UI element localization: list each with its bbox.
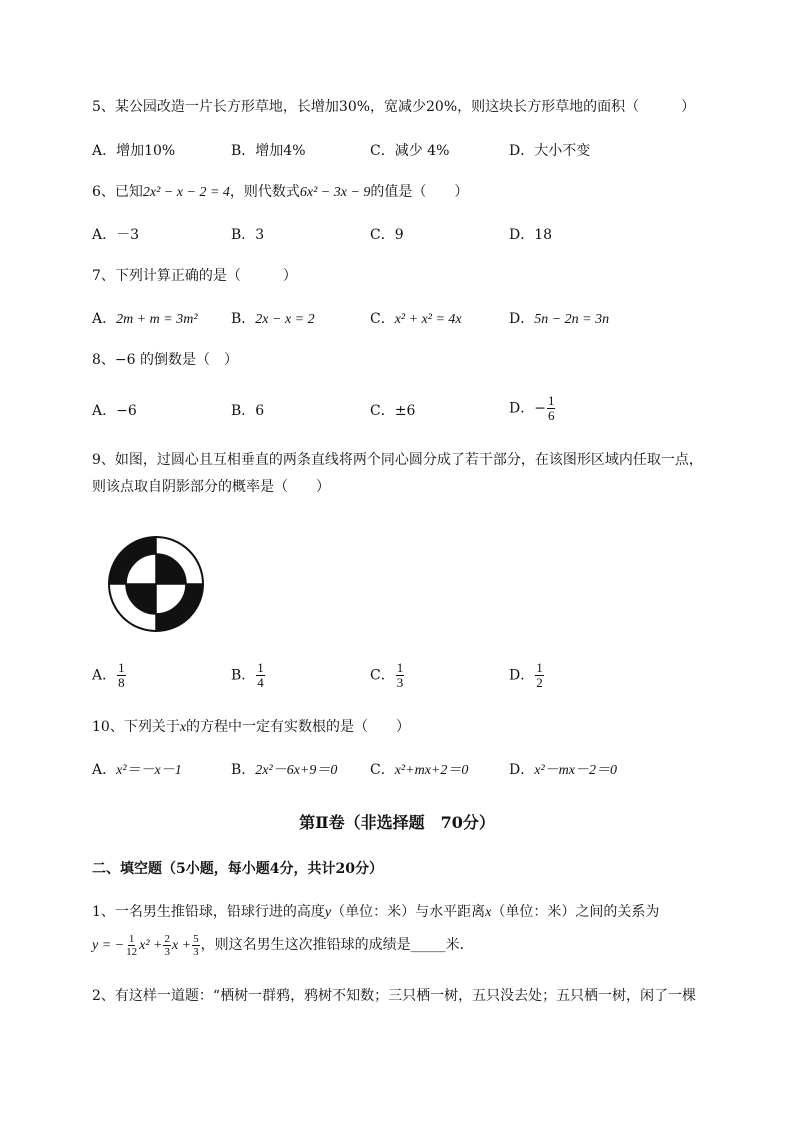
q5-option-b: B．增加4% xyxy=(231,143,306,159)
q8-option-a: A．−6 xyxy=(92,403,137,419)
f1-term-2: x + xyxy=(171,938,192,953)
q7-label-c: C． xyxy=(370,311,395,327)
q9-label-b: B． xyxy=(231,667,256,684)
q6-option-c: C．9 xyxy=(370,227,404,243)
q10-expr-d: x²－mx－2＝0 xyxy=(534,763,617,778)
q6-prefix: 6、已知 xyxy=(92,184,143,200)
q10-expr-b: 2x²－6x+9＝0 xyxy=(255,763,338,778)
q9-label-c: C． xyxy=(370,667,395,684)
q9-fraction-d xyxy=(535,661,544,690)
q6-suffix: 的值是（ ） xyxy=(370,184,469,200)
q10-option-d xyxy=(509,760,617,781)
fraction-denominator: 3 xyxy=(193,945,199,958)
fraction-numerator: 1 xyxy=(536,660,543,675)
q8-option-c: C．±6 xyxy=(370,403,416,419)
fraction-denominator: 6 xyxy=(547,408,555,423)
q5-stem: 5、某公园改造一片长方形草地，长增加30%，宽减少20%，则这块长方形草地的面积（ ） xyxy=(92,99,696,115)
q9-label-d: D． xyxy=(509,667,535,684)
q7-option-a xyxy=(92,309,198,330)
q9-label-a: A． xyxy=(92,667,117,684)
q6-option-a: A．－3 xyxy=(92,227,140,243)
q9-option-c xyxy=(370,661,405,690)
concentric-circles-figure xyxy=(106,534,206,634)
q10-label-c: C． xyxy=(370,762,395,778)
q7-label-d: D． xyxy=(509,311,535,327)
f1-fraction-2 xyxy=(163,933,171,958)
q9-option-d xyxy=(509,661,545,690)
q10-label-d: D． xyxy=(509,762,535,778)
q6-stem xyxy=(92,182,468,203)
fraction-denominator: 12 xyxy=(126,945,138,958)
f1-var-y: y xyxy=(324,905,332,920)
q10-option-a xyxy=(92,760,182,781)
q10-suffix: 的方程中一定有实数根的是（ ） xyxy=(186,719,411,735)
q9-stem-line1: 9、如图，过圆心且互相垂直的两条直线将两个同心圆分成了若干部分，在该图形区域内任取一点， xyxy=(92,452,703,468)
f1-text-a: 1、一名男生推铅球，铅球行进的高度 xyxy=(92,904,325,920)
q7-label-a: A． xyxy=(92,311,117,327)
q8-option-b: B．6 xyxy=(231,403,265,419)
q8-option-d-label: D．− xyxy=(509,400,546,417)
q5-option-c: C．减少 4% xyxy=(370,143,450,159)
q9-option-a xyxy=(92,661,127,690)
q7-option-b xyxy=(231,309,315,330)
f1-line1 xyxy=(92,902,659,923)
fraction-numerator: 1 xyxy=(396,660,404,675)
fraction-denominator: 8 xyxy=(118,675,125,690)
q7-option-d xyxy=(509,309,609,330)
q10-prefix: 10、下列关于 xyxy=(92,719,180,735)
q6-option-d: D．18 xyxy=(509,227,553,243)
q10-expr-a: x²＝－x－1 xyxy=(116,763,182,778)
q10-expr-c: x²+mx+2＝0 xyxy=(394,763,469,778)
section2-heading: 二、填空题（5小题，每小题4分，共计20分） xyxy=(92,861,383,877)
q9-stem-line2: 则该点取自阴影部分的概率是（ ） xyxy=(92,479,330,495)
fraction-denominator: 2 xyxy=(536,675,543,690)
fraction-numerator: 1 xyxy=(257,660,264,675)
fraction-numerator: 1 xyxy=(118,660,125,675)
q10-label-b: B． xyxy=(231,762,256,778)
f1-line2-tail: ，则这名男生这次推铅球的成绩是_____米． xyxy=(200,937,474,953)
q6-mid: ，则代数式 xyxy=(229,184,300,200)
q8-option-d xyxy=(509,394,556,423)
f2-stem: 2、有这样一道题：“栖树一群鸦，鸦树不知数；三只栖一树，五只没去处；五只栖一树，闲了一棵 xyxy=(92,988,697,1004)
q10-stem xyxy=(92,717,410,738)
q10-option-b xyxy=(231,760,337,781)
q5-option-d: D．大小不变 xyxy=(509,143,591,159)
q7-expr-b: 2x − x = 2 xyxy=(255,312,315,327)
q10-option-c xyxy=(370,760,468,781)
q6-option-b: B．3 xyxy=(231,227,265,243)
f1-var-x: x xyxy=(485,905,492,920)
q7-stem: 7、下列计算正确的是（ ） xyxy=(92,268,297,284)
fraction-numerator: 1 xyxy=(547,393,555,408)
fraction-numerator: 1 xyxy=(128,932,135,945)
q6-equation: 2x² − x − 2 = 4 xyxy=(142,185,230,200)
q7-label-b: B． xyxy=(231,311,256,327)
part2-title: 第Ⅱ卷（非选择题 70分） xyxy=(299,813,495,832)
f1-fraction-3 xyxy=(192,933,200,958)
q6-expression: 6x² − 3x − 9 xyxy=(299,185,371,200)
fraction-denominator: 3 xyxy=(164,945,170,958)
q5-option-a: A．增加10% xyxy=(92,143,176,159)
q9-fraction-b xyxy=(256,661,265,690)
q8-option-d-fraction xyxy=(547,394,556,423)
q8-stem: 8、−6 的倒数是（ ） xyxy=(92,352,238,368)
f1-line2 xyxy=(92,929,474,962)
fraction-denominator: 4 xyxy=(257,675,264,690)
f1-text-b: （单位：米）与水平距离 xyxy=(331,904,486,920)
q7-expr-a: 2m + m = 3m² xyxy=(116,312,198,327)
f1-fraction-1 xyxy=(125,933,138,958)
f1-formula-lhs: y = − xyxy=(92,938,125,953)
q7-expr-c: x² + x² = 4x xyxy=(394,312,462,327)
q9-fraction-a xyxy=(117,661,126,690)
q10-variable: x xyxy=(179,720,187,735)
fraction-numerator: 5 xyxy=(193,932,199,945)
q10-label-a: A． xyxy=(92,762,117,778)
q9-fraction-c xyxy=(396,661,405,690)
fraction-denominator: 3 xyxy=(396,675,404,690)
f1-term-1: x² + xyxy=(139,938,163,953)
q7-option-c xyxy=(370,309,462,330)
f1-text-c: （单位：米）之间的关系为 xyxy=(491,904,660,920)
q7-expr-d: 5n − 2n = 3n xyxy=(534,312,610,327)
fraction-numerator: 2 xyxy=(164,932,170,945)
q9-option-b xyxy=(231,661,266,690)
